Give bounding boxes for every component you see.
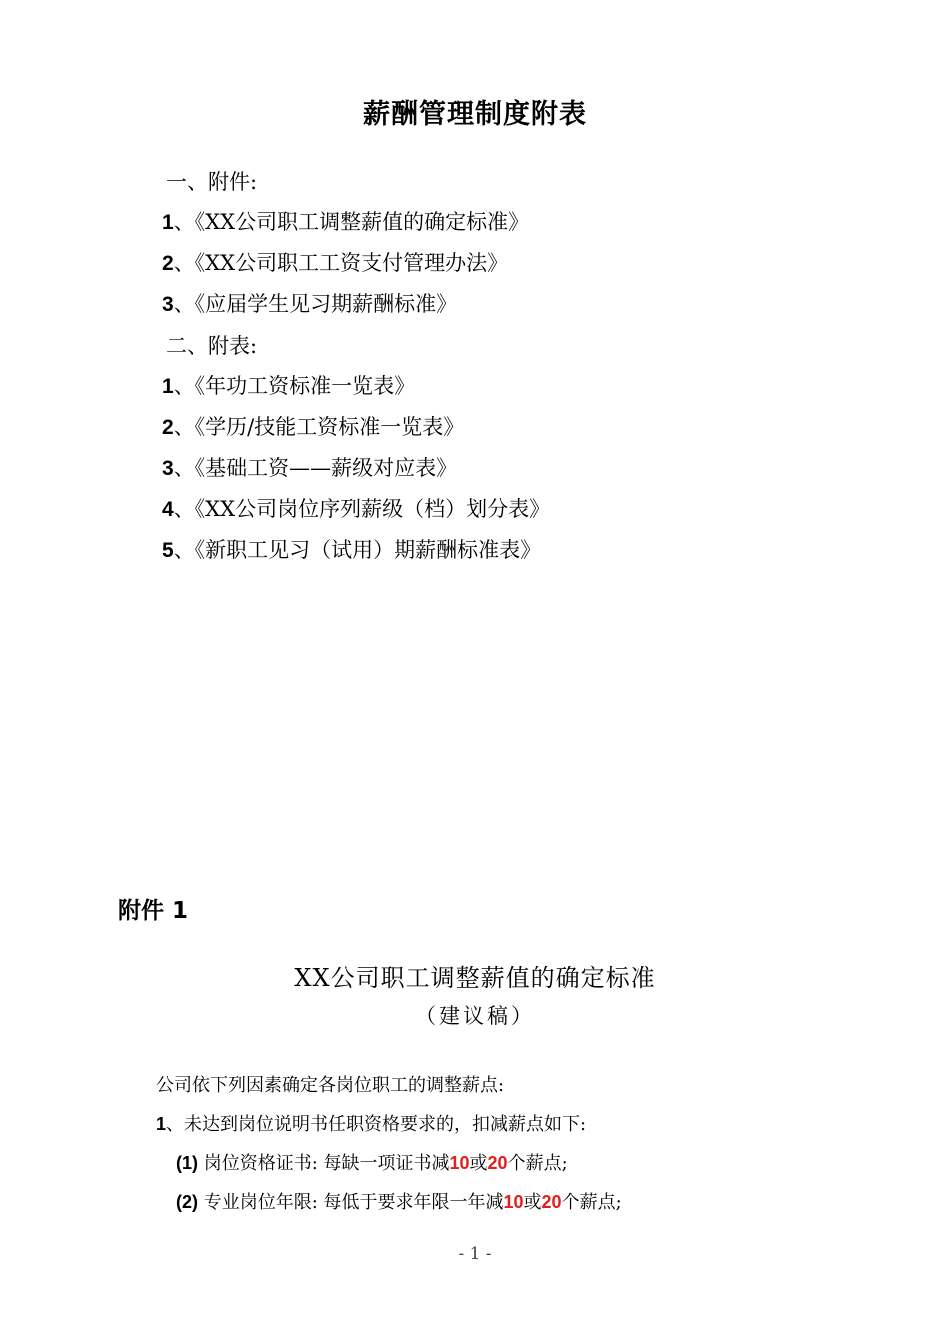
document-title: XX公司职工调整薪值的确定标准 [294,964,656,992]
item-text: 、《XX公司岗位序列薪级（档）划分表》 [173,497,551,521]
sub-point-suffix: 个薪点; [507,1153,568,1174]
sub-point-2 [176,1188,622,1214]
sub-point-suffix: 个薪点; [561,1192,622,1213]
item-text: 、《XX公司职工调整薪值的确定标准》 [173,210,530,234]
page-title: 薪酬管理制度附表 [363,99,587,130]
page-number: - 1 - [458,1244,492,1264]
item-number: 3 [162,293,174,316]
intro-paragraph: 公司依下列因素确定各岗位职工的调整薪点: [156,1075,505,1096]
item-text: 、《新职工见习（试用）期薪酬标准表》 [173,538,542,562]
item-number: 1 [162,211,174,234]
item-text: 、《学历/技能工资标准一览表》 [173,415,465,439]
value-highlight: 20 [541,1192,562,1212]
item-text: 、《XX公司职工工资支付管理办法》 [173,251,509,275]
or-text: 或 [469,1153,488,1174]
sub-point-1 [176,1149,568,1175]
item-text: 、《年功工资标准一览表》 [173,374,416,398]
sub-point-number: (1) [176,1153,198,1173]
list-item [162,493,550,523]
list-item [162,206,529,236]
section-heading-tables: 二、附表: [166,334,258,358]
sub-point-number: (2) [176,1192,198,1212]
list-item [162,411,464,441]
item-number: 3 [162,457,174,480]
point-text: 、未达到岗位说明书任职资格要求的，扣减薪点如下: [166,1114,587,1135]
attachment-label: 附件 1 [118,898,189,924]
list-item [162,452,457,482]
item-text: 、《应届学生见习期薪酬标准》 [173,292,458,316]
item-number: 5 [162,539,174,562]
value-highlight: 10 [503,1192,524,1212]
list-item [162,288,457,318]
section-heading-attachments: 一、附件: [166,170,258,194]
list-item [162,370,415,400]
point-number: 1 [156,1114,167,1134]
value-highlight: 20 [487,1153,508,1173]
item-number: 2 [162,252,174,275]
or-text: 或 [523,1192,542,1213]
sub-point-text: 岗位资格证书: 每缺一项证书减 [198,1153,450,1174]
item-number: 1 [162,375,174,398]
document-subtitle: （建议稿） [415,1004,535,1028]
list-item [162,534,541,564]
item-number: 2 [162,416,174,439]
value-highlight: 10 [449,1153,470,1173]
sub-point-text: 专业岗位年限: 每低于要求年限一年减 [198,1192,504,1213]
list-item [162,247,508,277]
item-number: 4 [162,498,174,521]
point-1 [156,1110,586,1136]
item-text: 、《基础工资——薪级对应表》 [173,456,458,480]
